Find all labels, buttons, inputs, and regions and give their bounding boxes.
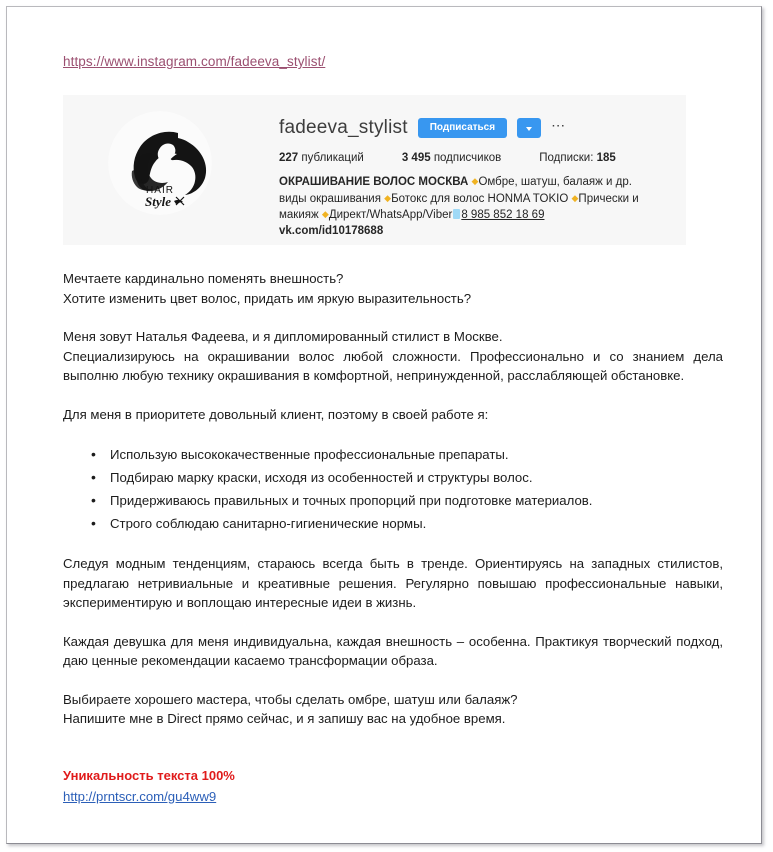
logo-brand-line-1: HAIR [146, 185, 174, 196]
intro-line-2: Хотите изменить цвет волос, придать им яркую выразительность? [63, 290, 472, 306]
uniqueness-note: Уникальность текста 100% [63, 767, 235, 783]
list-item: • Подбираю марку краски, исходя из особенностей и структуры волос. [63, 466, 723, 489]
posts-label: публикаций [301, 152, 364, 164]
bio-item-2: Ботокс для волос HONMA TOKIO [391, 192, 569, 205]
woman-hair-silhouette-logo-icon [108, 111, 212, 215]
stat-posts [279, 152, 364, 164]
stat-following[interactable] [539, 152, 616, 164]
list-item: • Строго соблюдаю санитарно-гигиенические нормы. [63, 512, 723, 535]
profile-stats [279, 152, 678, 164]
paragraph-cta [63, 690, 723, 729]
cta-line-1: Выбираете хорошего мастера, чтобы сделать омбре, шатуш или балаяж? [63, 691, 518, 707]
followers-count: 3 495 [401, 152, 431, 164]
bio-phone[interactable]: 8 985 852 18 69 [461, 209, 545, 221]
about-rest: Специализируюсь на окрашивании волос любой сложности. Профессионально и со знанием дела выполню любую технику окрашивания в комфортной, непринужденной, расслабляющей обстановке. [63, 348, 723, 383]
ellipsis-icon[interactable]: ⋯ [551, 117, 567, 133]
stat-followers[interactable] [402, 152, 501, 164]
diamond-bullet-icon: ◆ [471, 176, 479, 186]
diamond-bullet-icon: ◆ [571, 192, 579, 203]
list-item: • Использую высококачественные профессиональные препараты. [63, 443, 723, 466]
diamond-bullet-icon: ◆ [384, 192, 392, 203]
bio-item-1: Омбре, шатуш, балаяж и др. виды окрашивания [279, 176, 632, 205]
bio-item-3: Прически и макияж [279, 192, 639, 221]
document-content [63, 53, 723, 806]
services-list [63, 443, 723, 535]
bio-vk-link[interactable]: vk.com/id10178688 [279, 224, 384, 237]
uniqueness-proof-link[interactable]: http://prntscr.com/gu4ww9 [63, 788, 217, 804]
follow-button[interactable]: Подписаться [418, 118, 507, 138]
posts-count: 227 [279, 152, 299, 164]
profile-avatar-image [108, 111, 212, 215]
instagram-profile-link[interactable]: https://www.instagram.com/fadeeva_stylist/ [63, 54, 326, 69]
profile-header-row [279, 113, 678, 143]
profile-bio [279, 174, 651, 239]
profile-info [279, 113, 678, 239]
chevron-down-icon[interactable] [517, 118, 541, 138]
logo-brand-line-2: Style [145, 194, 171, 209]
document-page [6, 6, 762, 844]
spacer [63, 748, 723, 766]
instagram-profile-screenshot [63, 95, 686, 245]
bio-headline: ОКРАШИВАНИЕ ВОЛОС МОСКВА [279, 176, 469, 188]
list-item: • Придерживаюсь правильных и точных пропорций при подготовке материалов. [63, 489, 723, 512]
diamond-bullet-icon: ◆ [321, 209, 329, 219]
following-count: 185 [596, 152, 616, 164]
avatar [108, 111, 212, 215]
bio-item-4: Директ/WhatsApp/Viber [328, 209, 453, 221]
profile-username: fadeeva_stylist [279, 117, 408, 138]
followers-label: подписчиков [433, 152, 502, 164]
phone-icon [453, 209, 460, 219]
paragraph-priority: Для меня в приоритете довольный клиент, поэтому в своей работе я: [63, 406, 489, 422]
intro-line-1: Мечтаете кардинально поменять внешность? [63, 271, 344, 286]
following-label: Подписки: [539, 152, 594, 164]
paragraph-individual: Каждая девушка для меня индивидуальна, каждая внешность – особенна. Практикуя творческий подход, даю ценные рекомендации касаемо трансформации образа. [63, 633, 723, 668]
cta-line-2: Напишите мне в Direct прямо сейчас, и я запишу вас на удобное время. [63, 711, 506, 726]
paragraph-trends: Следуя модным тенденциям, стараюсь всегда быть в тренде. Ориентируясь на западных стилистов, предлагаю нетривиальные и креативные решения. Регулярно повышаю профессиональные навыки, экспериментирую и воплощаю интересные идеи в жизнь. [63, 556, 723, 610]
paragraph-intro [63, 269, 723, 308]
article-body [63, 269, 723, 806]
paragraph-about [63, 327, 723, 386]
about-line-1: Меня зовут Наталья Фадеева, и я дипломированный стилист в Москве. [63, 329, 503, 344]
